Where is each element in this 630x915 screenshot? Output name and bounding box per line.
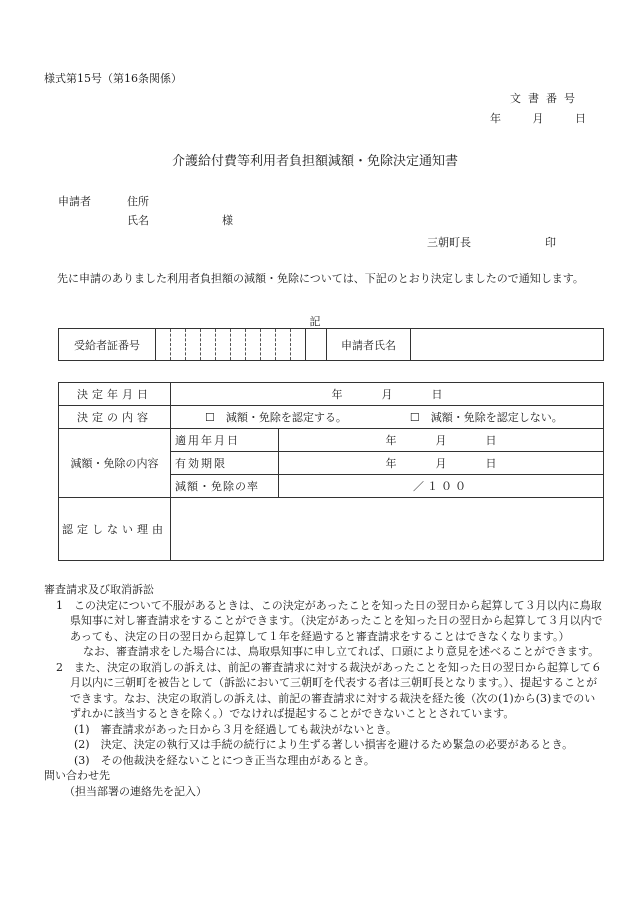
contact-heading: 問い合わせ先 <box>44 769 110 782</box>
ki-heading: 記 <box>309 315 321 328</box>
digit-box[interactable] <box>201 329 216 361</box>
year-unit: 年 <box>385 457 397 470</box>
reason-label: 認定しない理由 <box>59 498 171 561</box>
applicant-label: 申請者 <box>58 195 91 208</box>
digit-box[interactable] <box>186 329 201 361</box>
digit-box[interactable] <box>156 329 171 361</box>
note-paragraph-1b: なお、審査請求をした場合には、鳥取県知事に申し立てれば、口頭により意見を述べることができます。 <box>83 645 600 658</box>
apply-date-label: 適用年月日 <box>171 429 279 452</box>
day-unit: 日 <box>485 457 497 470</box>
recipient-table <box>58 328 604 361</box>
date-month: 月 <box>532 112 544 125</box>
valid-period-label: 有効期限 <box>171 452 279 475</box>
note-condition-1: (1) 審査請求があった日から３月を経過しても裁決がないとき。 <box>74 722 398 736</box>
deny-checkbox[interactable]: ☐ 減額・免除を認定しない。 <box>409 411 563 424</box>
decision-content-field <box>171 406 604 429</box>
applicant-name-label: 申請者氏名 <box>327 329 411 361</box>
applicant-name-field[interactable] <box>411 329 604 361</box>
digit-box[interactable] <box>216 329 231 361</box>
notes-heading: 審査請求及び取消訴訟 <box>44 583 154 596</box>
mayor-title: 三朝町長 <box>427 236 471 249</box>
apply-date-field[interactable] <box>279 429 604 452</box>
form-number: 様式第15号（第16条関係） <box>44 72 182 85</box>
date-day: 日 <box>575 112 586 125</box>
page-title: 介護給付費等利用者負担額減額・免除決定通知書 <box>171 154 458 169</box>
digit-box[interactable] <box>291 329 306 361</box>
address-label: 住所 <box>127 195 149 208</box>
valid-period-field[interactable] <box>279 452 604 475</box>
digit-box[interactable] <box>231 329 246 361</box>
decision-date-field[interactable] <box>171 383 604 406</box>
reason-field[interactable] <box>171 498 604 561</box>
digit-box[interactable] <box>261 329 276 361</box>
reduction-content-label: 減額・免除の内容 <box>59 429 171 498</box>
day-unit: 日 <box>485 434 497 447</box>
year-unit: 年 <box>331 388 343 401</box>
digit-box[interactable] <box>246 329 261 361</box>
recipient-number-label: 受給者証番号 <box>59 329 156 361</box>
decision-table <box>58 382 604 561</box>
note-paragraph-2: 2 また、決定の取消しの訴えは、前記の審査請求に対する裁決があったことを知った日の翌日から起算して６月以内に三朝町を被告として（訴訟において三朝町を代表する者は三朝町長となります。）、提起することができます。なお、決定の取消しの訴えは、前記の審査請求に対する裁決を経た後（次の(1)から(3)までのいずれかに該当するときを除く。）でなければ提起することができないこととされています。 <box>56 660 602 720</box>
rate-field[interactable]: ／１００ <box>279 475 604 498</box>
date-year: 年 <box>490 112 501 125</box>
approve-checkbox[interactable]: ☐ 減額・免除を認定する。 <box>205 411 347 424</box>
day-unit: 日 <box>431 388 443 401</box>
note-condition-2: (2) 決定、決定の執行又は手続の続行により生ずる著しい損害を避けるため緊急の必要があるとき。 <box>74 738 574 751</box>
document-date <box>490 110 586 126</box>
contact-body: （担当部署の連絡先を記入） <box>64 784 207 798</box>
notes-section <box>44 582 604 799</box>
digit-box[interactable] <box>276 329 291 361</box>
year-unit: 年 <box>385 434 397 447</box>
intro-text: 先に申請のありました利用者負担額の減額・免除については、下記のとおり決定しましたので通知します。 <box>57 272 584 285</box>
digit-box[interactable] <box>171 329 186 361</box>
honorific: 様 <box>222 214 233 227</box>
month-unit: 月 <box>435 457 447 470</box>
rate-label: 減額・免除の率 <box>171 475 279 498</box>
month-unit: 月 <box>381 388 393 401</box>
note-paragraph-1: 1 この決定について不服があるときは、この決定があったことを知った日の翌日から起算して３月以内に鳥取県知事に対し審査請求をすることができます。（決定があったことを知った日の翌日から起算して３月以内であっても、決定の日の翌日から起算して１年を経過すると審査請求をすることはできなくなります。） <box>56 598 603 643</box>
spacer <box>306 329 327 361</box>
name-label: 氏名 <box>127 214 149 227</box>
seal-mark: 印 <box>545 236 556 249</box>
month-unit: 月 <box>435 434 447 447</box>
note-condition-3: (3) その他裁決を経ないことにつき正当な理由があるとき。 <box>74 753 375 767</box>
decision-date-label: 決定年月日 <box>59 383 171 406</box>
decision-content-label: 決定の内容 <box>59 406 171 429</box>
document-number-label: 文書番号 <box>510 92 582 105</box>
